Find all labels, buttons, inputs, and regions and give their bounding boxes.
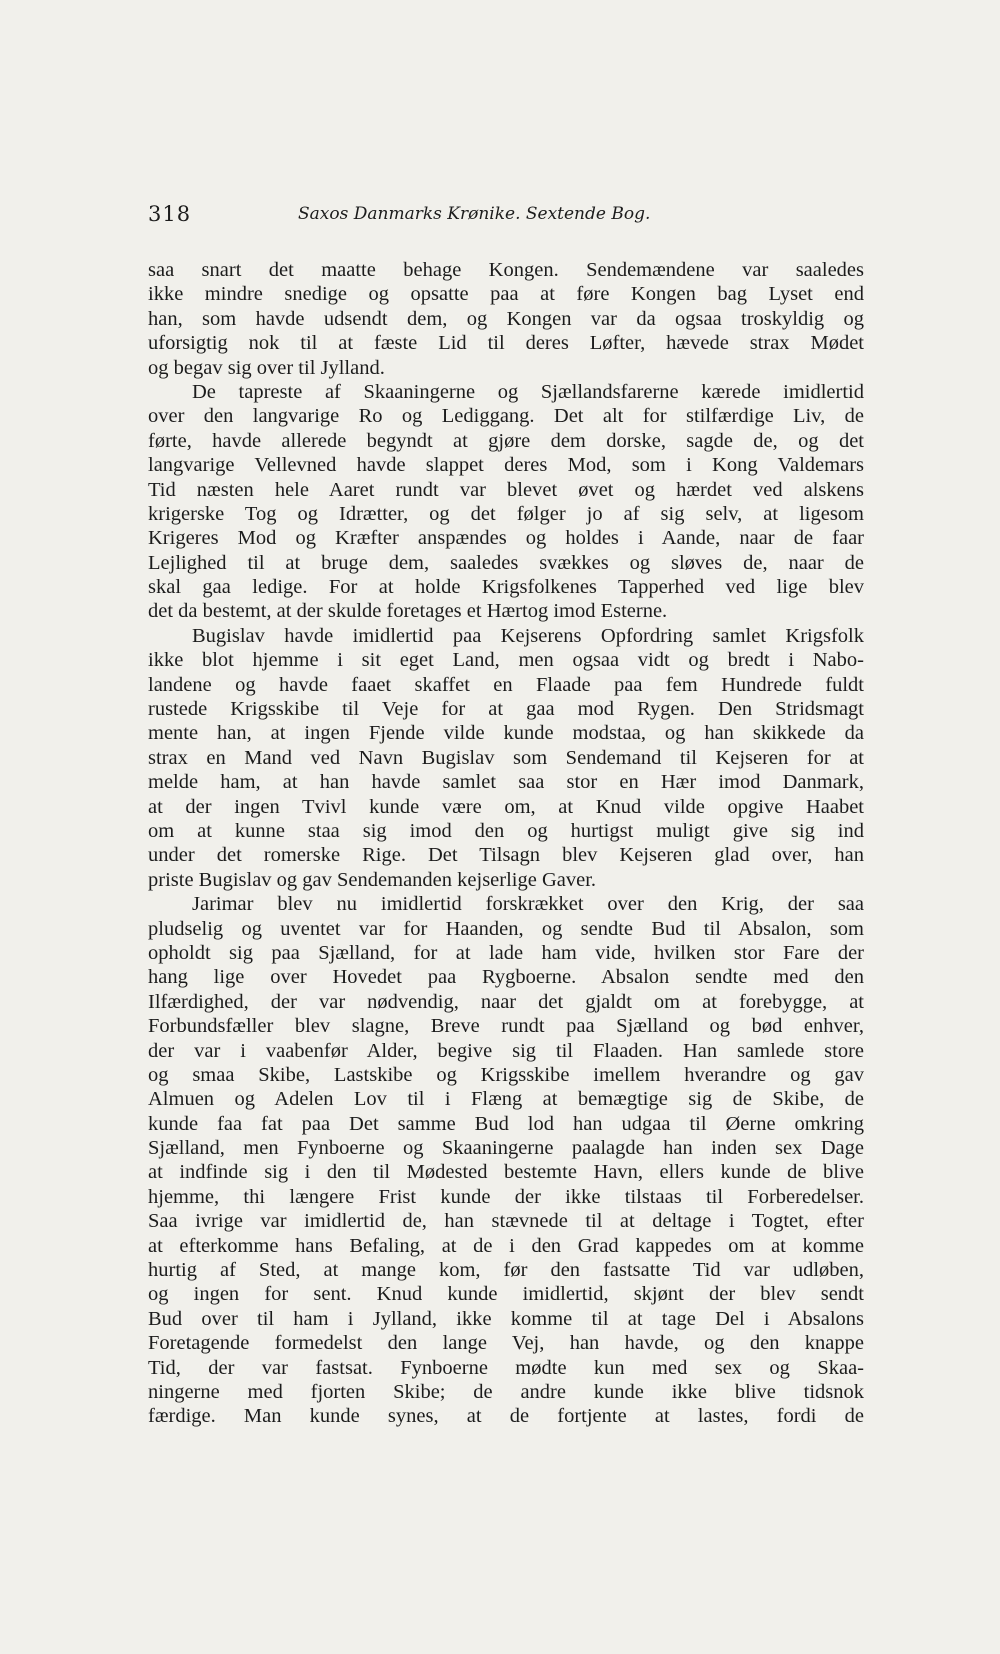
text-line: at der ingen Tvivl kunde være om, at Knud vilde opgive Haabet <box>148 795 864 818</box>
text-line: han, som havde udsendt dem, og Kongen var da ogsaa troskyldig og <box>148 307 864 330</box>
text-line: hjemme, thi længere Frist kunde der ikke tilstaas til Forberedelser. <box>148 1185 864 1208</box>
text-line: Tid, der var fastsat. Fynboerne mødte kun med sex og Skaa- <box>148 1356 864 1379</box>
page-number: 318 <box>148 202 192 226</box>
text-line: strax en Mand ved Navn Bugislav som Sendemand til Kejseren for at <box>148 746 864 769</box>
text-line: rustede Krigsskibe til Veje for at gaa mod Rygen. Den Stridsmagt <box>148 698 864 721</box>
text-line: om at kunne staa sig imod den og hurtigst muligt give sig ind <box>148 819 864 842</box>
text-line: opholdt sig paa Sjælland, for at lade ham vide, hvilken stor Fare der <box>148 941 864 964</box>
text-line: melde ham, at han havde samlet saa stor en Hær imod Danmark, <box>148 771 864 794</box>
text-line: hurtig af Sted, at mange kom, før den fastsatte Tid var udløben, <box>148 1259 864 1282</box>
text-line: Bud over til ham i Jylland, ikke komme til at tage Del i Absalons <box>148 1307 864 1330</box>
text-line: saa snart det maatte behage Kongen. Sendemændene var saaledes <box>148 259 864 281</box>
text-line: skal gaa ledige. For at holde Krigsfolkenes Tapperhed ved lige blev <box>148 576 864 599</box>
text-line: under det romerske Rige. Det Tilsagn blev Kejseren glad over, han <box>148 844 864 867</box>
text-line: pludselig og uventet var for Haanden, og sendte Bud til Absalon, som <box>148 917 864 940</box>
text-line: Ilfærdighed, der var nødvendig, naar det gjaldt om at forebygge, at <box>148 990 864 1013</box>
text-line: De tapreste af Skaaningerne og Sjællandsfarerne kærede imidlertid <box>192 380 864 403</box>
text-line: der var i vaabenfør Alder, begive sig til Flaaden. Han samlede store <box>148 1039 864 1062</box>
body-text <box>148 258 864 1429</box>
text-line: Forbundsfæller blev slagne, Breve rundt paa Sjælland og bød enhver, <box>148 1015 864 1038</box>
text-line: over den langvarige Ro og Lediggang. Det alt for stilfærdige Liv, de <box>148 405 864 428</box>
text-line: ikke blot hjemme i sit eget Land, men ogsaa vidt og bredt i Nabo- <box>148 649 864 672</box>
text-line: færdige. Man kunde synes, at de fortjente at lastes, fordi de <box>148 1405 864 1428</box>
text-line: Jarimar blev nu imidlertid forskrækket over den Krig, der saa <box>192 893 864 916</box>
text-line: at efterkomme hans Befaling, at de i den Grad kappedes om at komme <box>148 1234 864 1257</box>
text-line: kunde faa fat paa Det samme Bud lod han udgaa til Øerne omkring <box>148 1112 864 1135</box>
text-line: Almuen og Adelen Lov til i Flæng at bemægtige sig de Skibe, de <box>148 1088 864 1111</box>
text-line: hang lige over Hovedet paa Rygboerne. Absalon sendte med den <box>148 966 864 989</box>
text-line: og ingen for sent. Knud kunde imidlertid, skjønt der blev sendt <box>148 1283 864 1306</box>
text-line: og begav sig over til Jylland. <box>148 356 385 379</box>
text-line: ningerne med fjorten Skibe; de andre kunde ikke blive tidsnok <box>148 1380 864 1403</box>
running-title: Saxos Danmarks Krønike. Sextende Bog. <box>298 204 651 224</box>
text-line: Bugislav havde imidlertid paa Kejserens Opfordring samlet Krigsfolk <box>192 624 864 647</box>
text-line: førte, havde allerede begyndt at gjøre dem dorske, sagde de, og det <box>148 429 864 452</box>
text-line: Foretagende formedelst den lange Vej, han havde, og den knappe <box>148 1332 864 1355</box>
text-line: krigerske Tog og Idrætter, og det følger jo af sig selv, at ligesom <box>148 502 864 525</box>
page-header <box>148 202 864 232</box>
text-line: at indfinde sig i den til Mødested bestemte Havn, ellers kunde de blive <box>148 1161 864 1184</box>
text-line: uforsigtig nok til at fæste Lid til deres Løfter, hævede strax Mødet <box>148 332 864 355</box>
text-line: Tid næsten hele Aaret rundt var blevet øvet og hærdet ved alskens <box>148 478 864 501</box>
text-line: det da bestemt, at der skulde foretages et Hærtog imod Esterne. <box>148 600 668 623</box>
text-line: langvarige Vellevned havde slappet deres Mod, som i Kong Valdemars <box>148 454 864 477</box>
text-line: Krigeres Mod og Kræfter anspændes og holdes i Aande, naar de faar <box>148 527 864 550</box>
text-line: Lejlighed til at bruge dem, saaledes svækkes og sløves de, naar de <box>148 551 864 574</box>
text-line: ikke mindre snedige og opsatte paa at føre Kongen bag Lyset end <box>148 283 864 306</box>
text-line: priste Bugislav og gav Sendemanden kejserlige Gaver. <box>148 868 597 891</box>
text-line: mente han, at ingen Fjende vilde kunde modstaa, og han skikkede da <box>148 722 864 745</box>
text-line: Sjælland, men Fynboerne og Skaaningerne paalagde han inden sex Dage <box>148 1137 864 1160</box>
text-line: landene og havde faaet skaffet en Flaade paa fem Hundrede fuldt <box>148 673 864 696</box>
text-line: og smaa Skibe, Lastskibe og Krigsskibe imellem hverandre og gav <box>148 1063 864 1086</box>
text-line: Saa ivrige var imidlertid de, han stævnede til at deltage i Togtet, efter <box>148 1210 864 1233</box>
